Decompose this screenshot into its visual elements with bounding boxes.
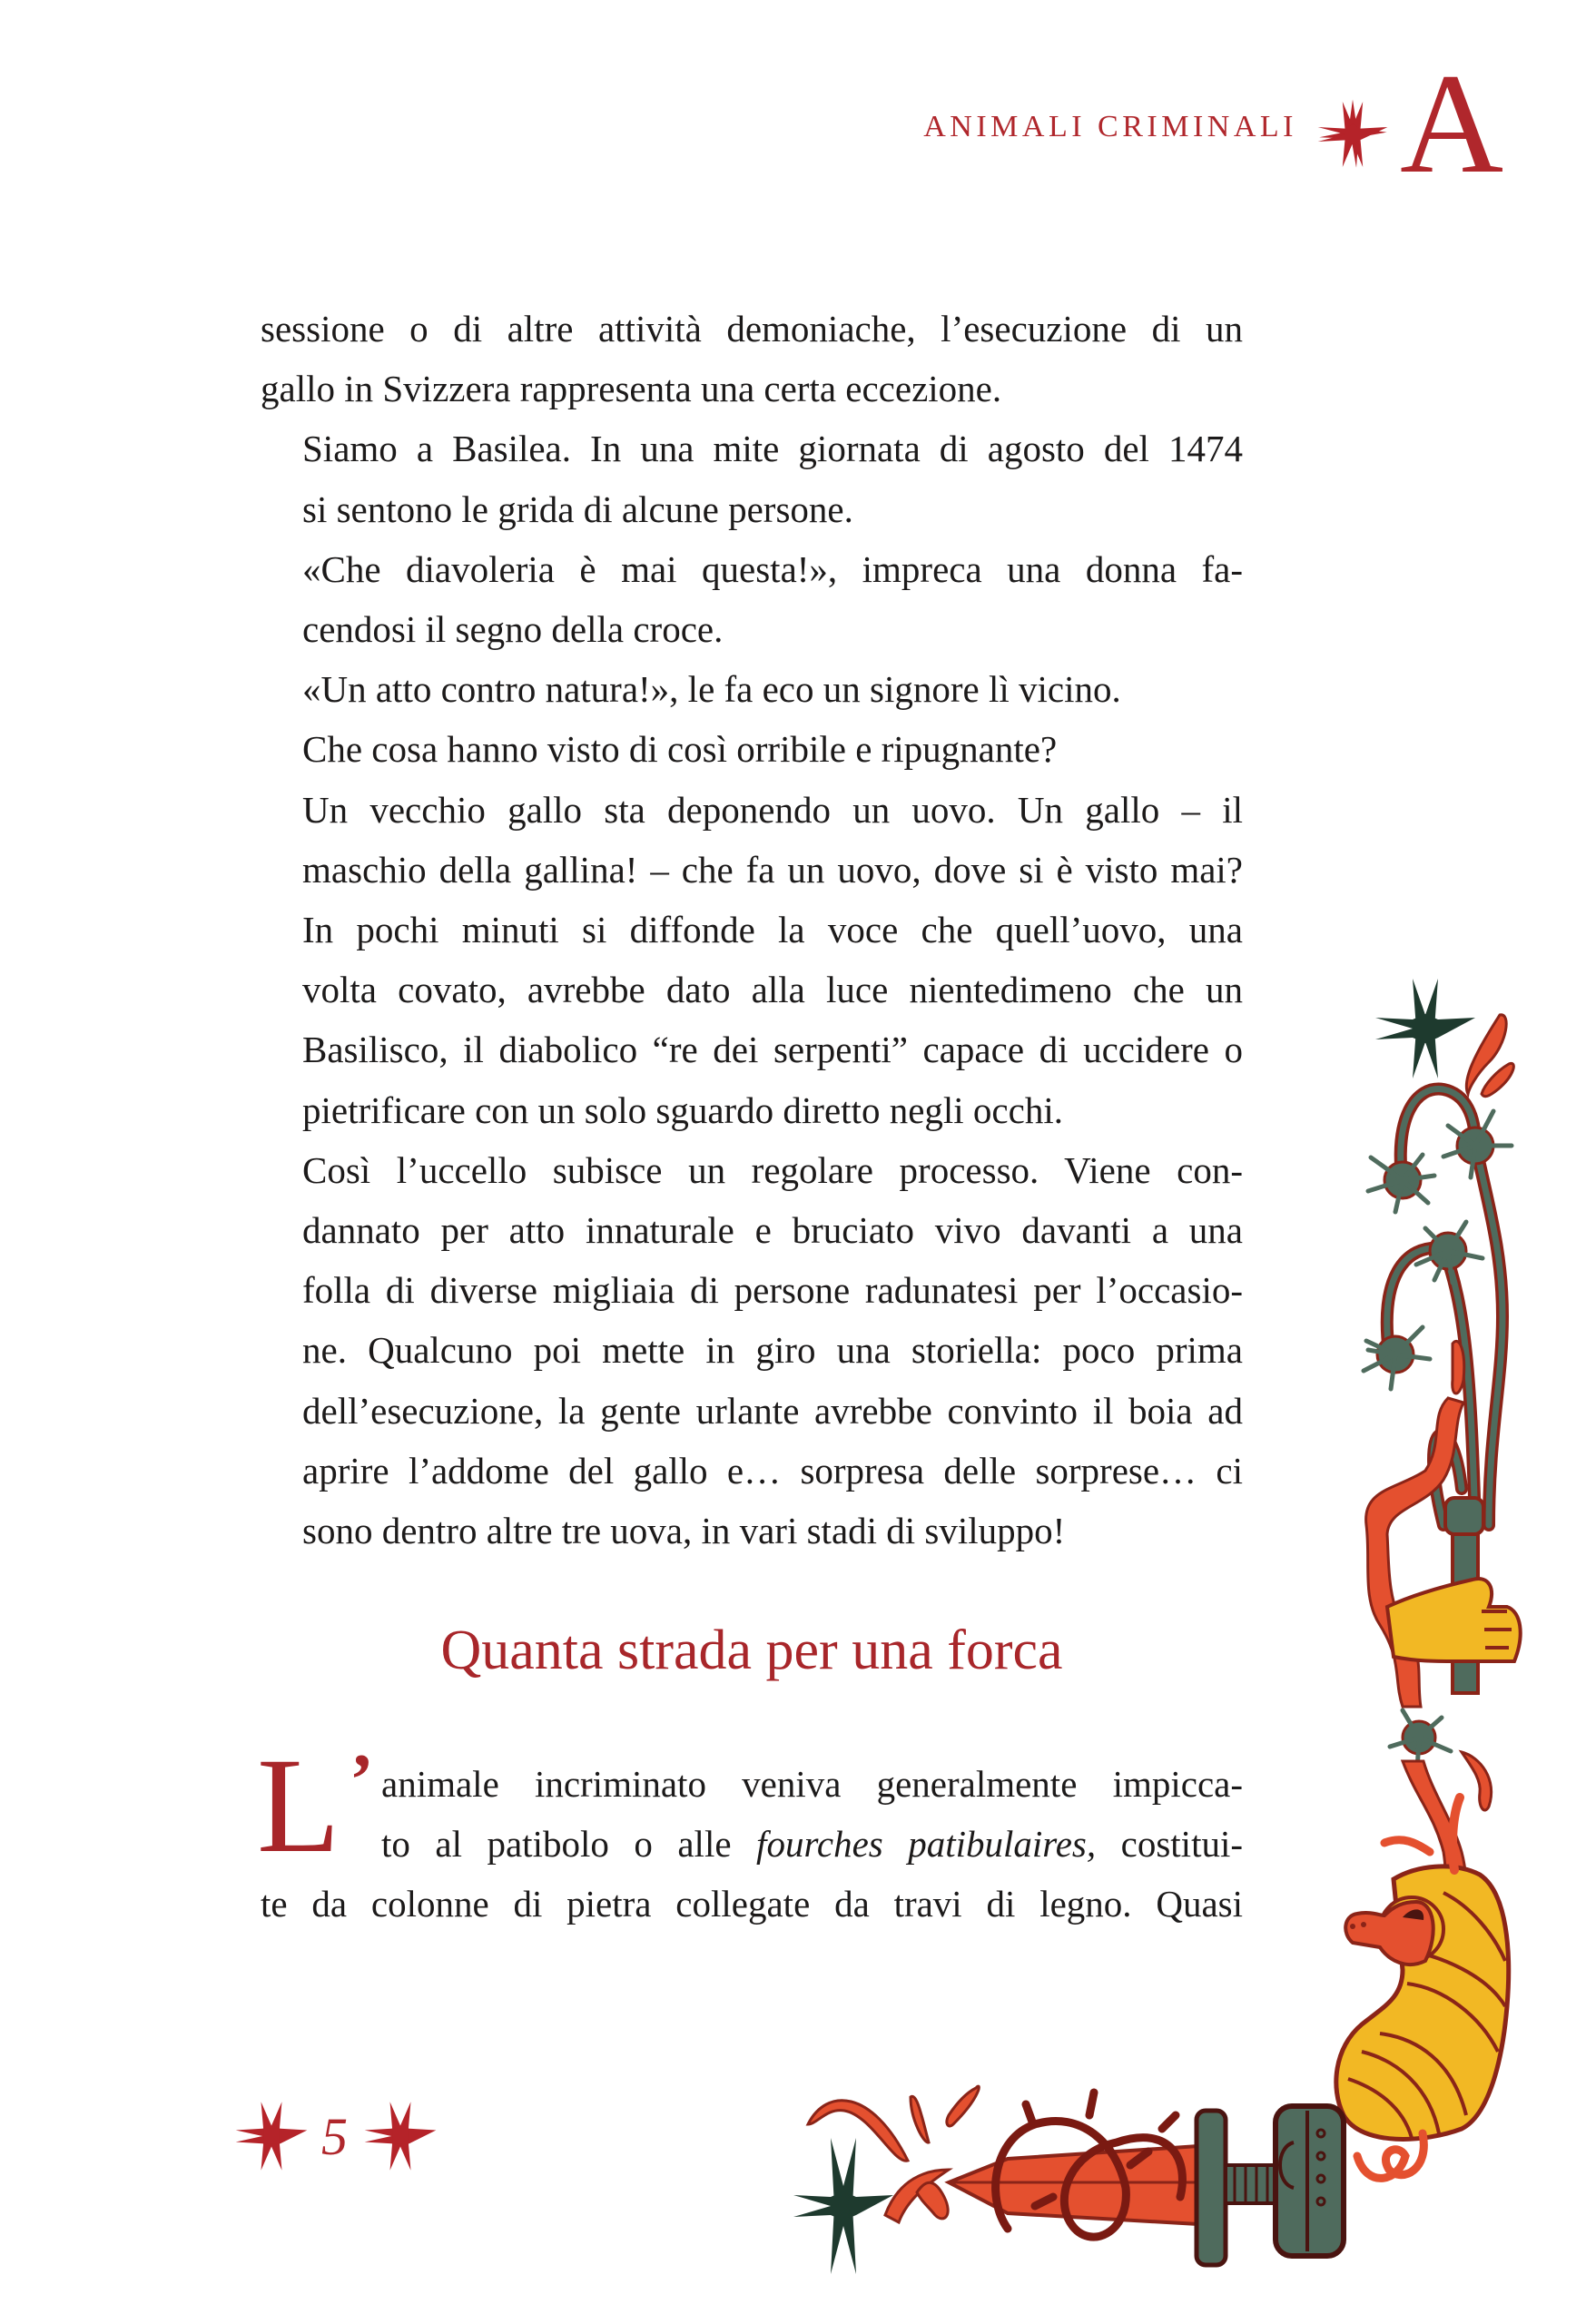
- text-line: folla di diverse migliaia di persone radunatesi per l’occasio-: [302, 1269, 1243, 1312]
- body-text-bottom: [261, 1754, 1243, 1935]
- text-line: «Che diavoleria è mai questa!», impreca una donna fa-: [302, 547, 1243, 590]
- text-line: [381, 1814, 1243, 1874]
- section-heading: Quanta strada per una forca: [440, 1620, 1063, 1681]
- text-line: Basilisco, il diabolico “re dei serpenti” capace di uccidere o: [302, 1029, 1243, 1071]
- drop-cap: L: [257, 1730, 340, 1881]
- paragraph: [261, 1754, 1243, 1935]
- page-number: 5: [321, 2107, 348, 2166]
- spiked-ball-icon: [1377, 1128, 1493, 1754]
- text-line: ne. Qualcuno poi mette in giro una storiella: poco prima: [302, 1329, 1243, 1372]
- italic-term: fourches patibulaires,: [756, 1823, 1097, 1866]
- text-run: to al patibolo o alle: [381, 1823, 757, 1866]
- paragraph: [261, 659, 1243, 719]
- curl-icon: [1357, 2133, 1423, 2178]
- hand-icon: [1387, 1579, 1521, 1661]
- flail-handle-icon: [1445, 1498, 1483, 1693]
- text-line: sono dentro altre tre uova, in vari stadi di sviluppo!: [302, 1510, 1066, 1552]
- text-line: Un vecchio gallo sta deponendo un uovo. Un gallo – il: [302, 788, 1243, 831]
- paragraph: [261, 1140, 1243, 1561]
- text-line: dannato per atto innaturale e bruciato vivo davanti a una: [302, 1209, 1243, 1252]
- page-number-footer: [234, 2099, 452, 2175]
- paragraph: [261, 539, 1243, 659]
- swaddled-pig-icon: [1336, 1797, 1509, 2139]
- text-line: volta covato, avrebbe dato alla luce nientedimeno che un: [302, 969, 1243, 1011]
- text-line: Così l’uccello subisce un regolare processo. Viene con-: [302, 1148, 1243, 1191]
- text-run: costitui-: [1096, 1823, 1244, 1866]
- paragraph: [261, 419, 1243, 538]
- text-line: dell’esecuzione, la gente urlante avrebbe convinto il boia ad: [302, 1389, 1243, 1432]
- text-line: In pochi minuti si diffonde la voce che quell’uovo, una: [302, 909, 1243, 951]
- sword-icon: [949, 2106, 1344, 2265]
- spikes: [1364, 1111, 1512, 1772]
- text-line: «Un atto contro natura!», le fa eco un signore lì vicino.: [302, 668, 1121, 711]
- running-title: ANIMALI CRIMINALI: [923, 110, 1297, 143]
- green-star-icon: [1375, 979, 1475, 1078]
- text-line: Siamo a Basilea. In una mite giornata di agosto del 1474: [302, 428, 1243, 470]
- thorn-vine-icon: [996, 2093, 1183, 2237]
- text-line: maschio della gallina! – che fa un uovo, dove si è visto mai?: [302, 848, 1243, 891]
- paragraph: [261, 299, 1243, 419]
- body-text-top: [261, 299, 1243, 1561]
- paragraph: [261, 719, 1243, 779]
- text-line: sessione o di altre attività demoniache, l’esecuzione di un: [261, 308, 1243, 350]
- flame-splash-icon: [808, 2086, 979, 2222]
- paragraph: [261, 900, 1243, 1140]
- paragraph: [261, 780, 1243, 900]
- drop-cap-apostrophe: ’: [350, 1740, 374, 1820]
- text-line: aprire l’addome del gallo e… sorpresa delle sorprese… ci: [302, 1449, 1243, 1492]
- section-letter: A: [1400, 44, 1504, 203]
- mace-flail-icon: [1387, 1089, 1502, 1525]
- text-line: te da colonne di pietra collegate da travi di legno. Quasi: [261, 1883, 1243, 1925]
- flame-icon: [1466, 1015, 1513, 1097]
- green-star-icon: [793, 2138, 893, 2274]
- text-line: cendosi il segno della croce.: [302, 608, 724, 651]
- text-line: Che cosa hanno visto di così orribile e ripugnante?: [302, 728, 1058, 771]
- text-line: animale incriminato veniva generalmente impicca-: [381, 1763, 1243, 1805]
- eight-point-star-icon: [363, 2099, 438, 2173]
- text-line: pietrificare con un solo sguardo diretto negli occhi.: [302, 1088, 1063, 1131]
- eight-point-star-icon: [234, 2099, 309, 2173]
- flame-ribbon-icon: [1366, 1341, 1492, 1934]
- text-line: gallo in Svizzera rappresenta una certa eccezione.: [261, 368, 1002, 410]
- eight-point-star-icon: [1315, 98, 1391, 171]
- text-line: si sentono le grida di alcune persone.: [302, 487, 853, 530]
